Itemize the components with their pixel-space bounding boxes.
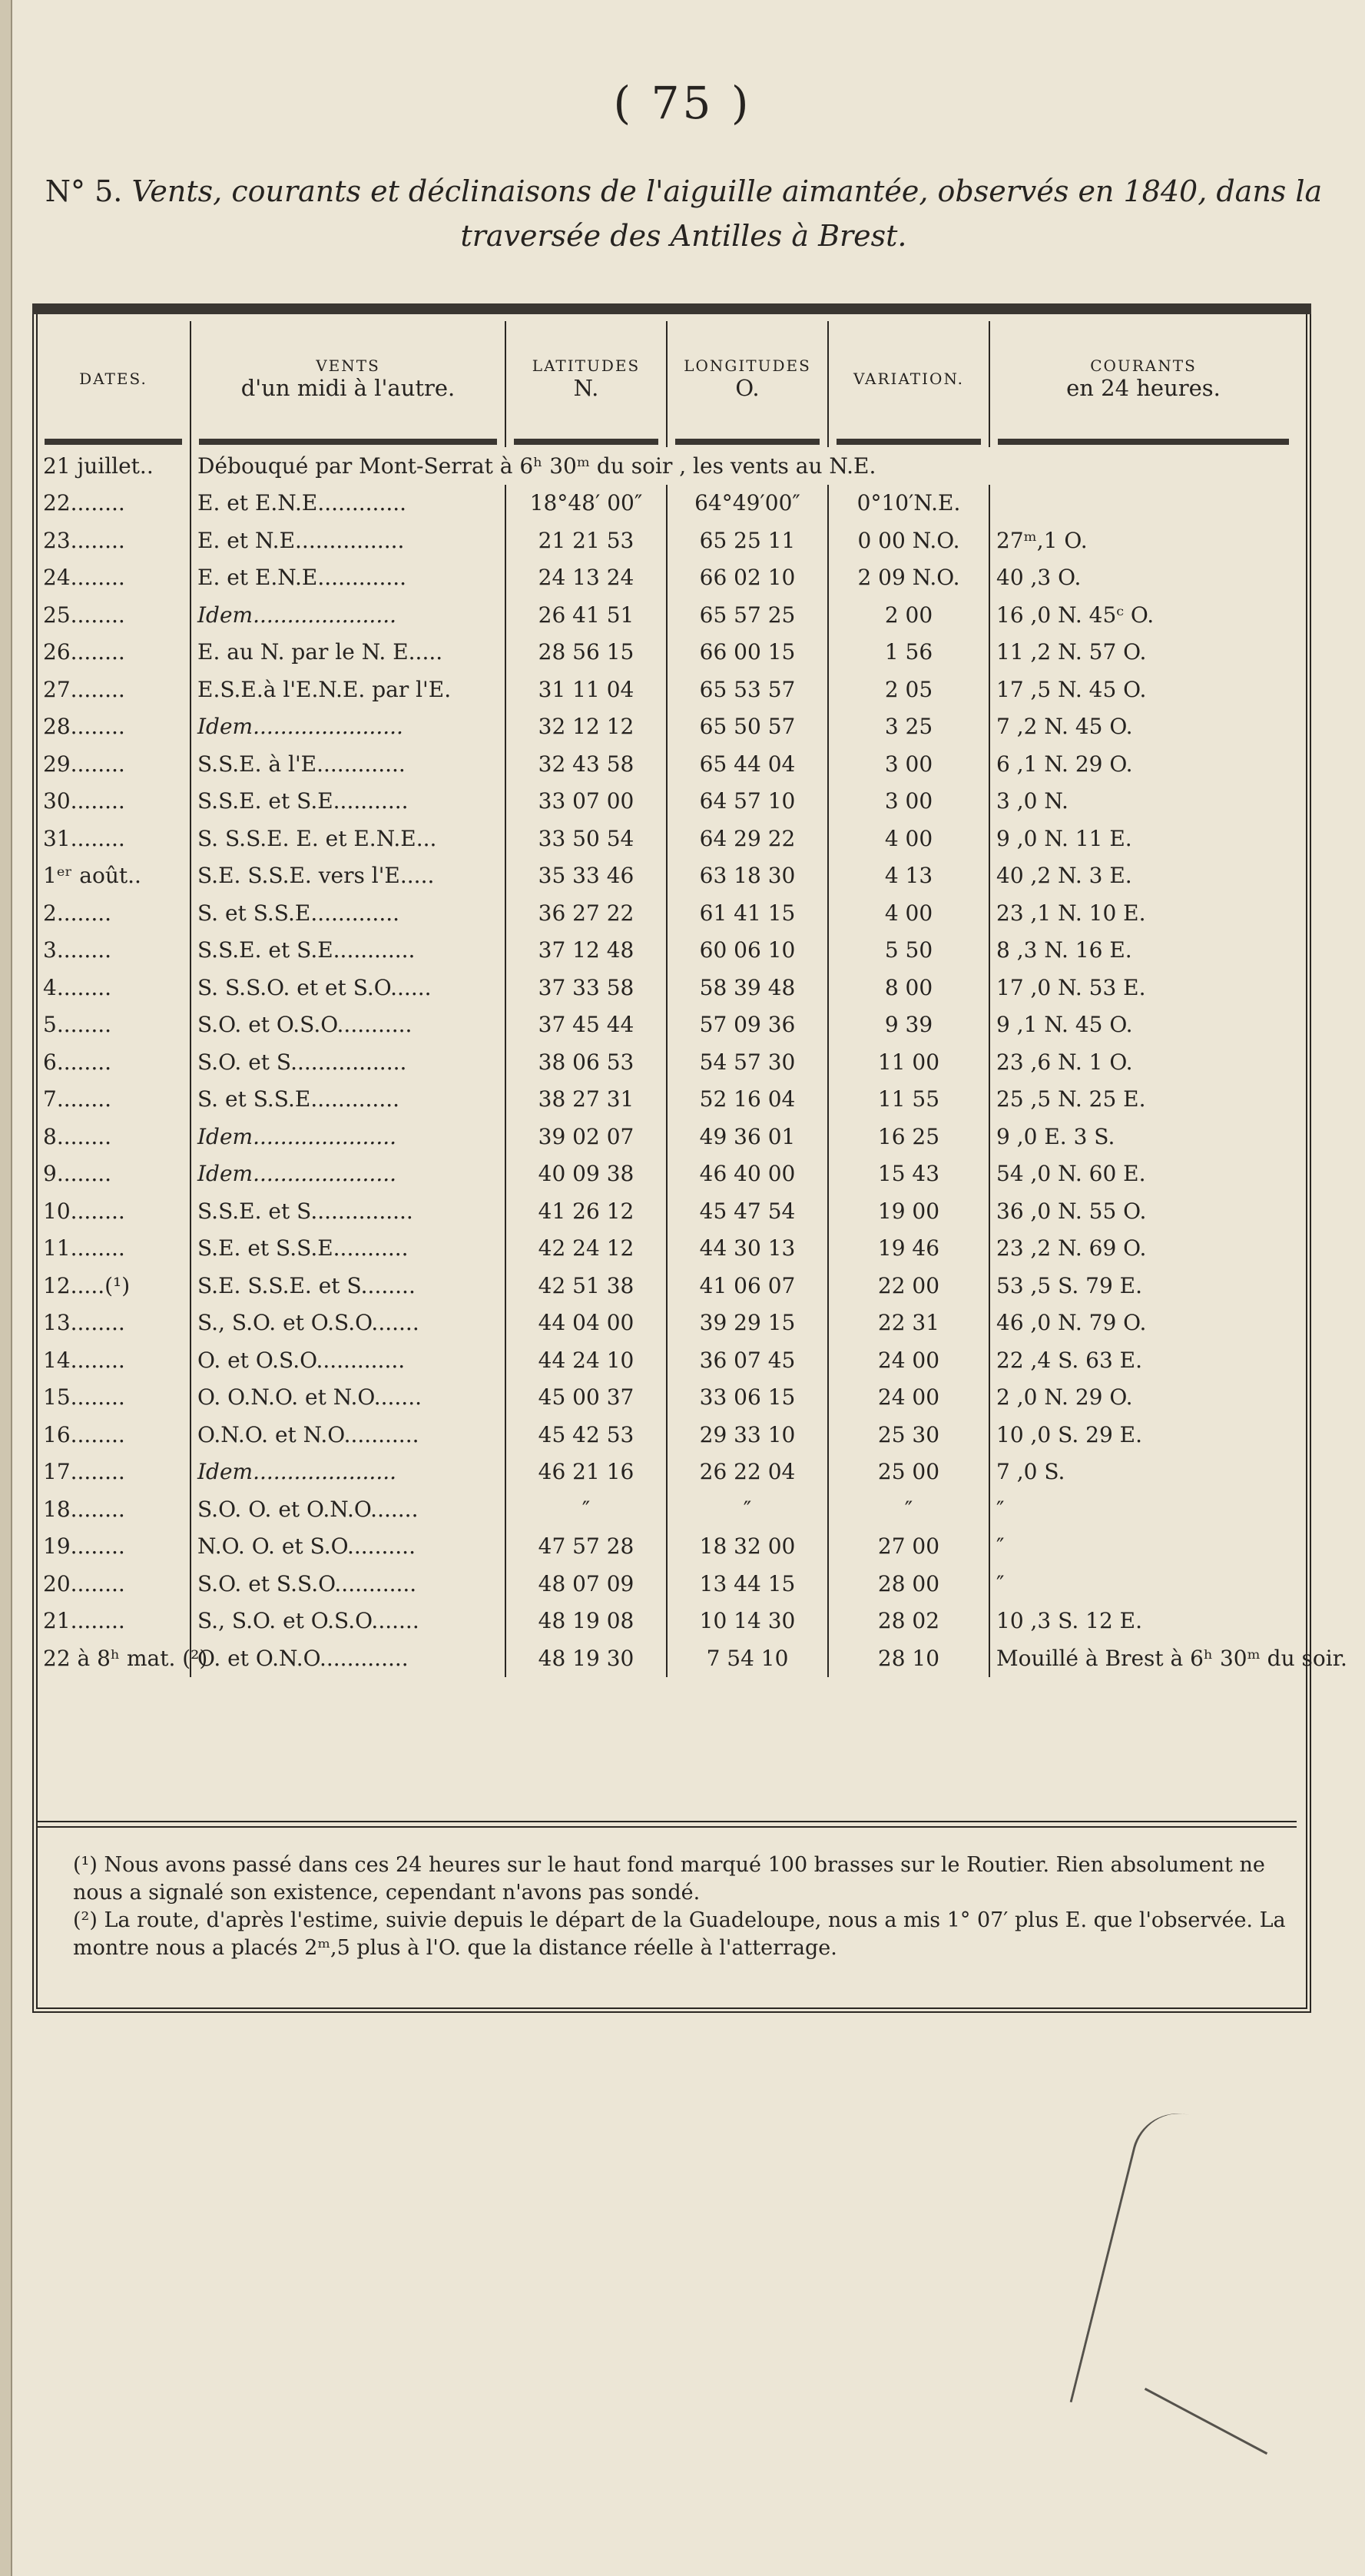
page-number: ( 75 )	[613, 77, 752, 129]
cell-courant: 23 ,6 N. 1 O.	[989, 1043, 1297, 1081]
cell-longitude: 29 33 10	[667, 1416, 828, 1454]
cell-date: 11........	[43, 1235, 125, 1261]
cell-longitude: 66 02 10	[667, 559, 828, 597]
cell-latitude: 45 00 37	[505, 1379, 667, 1417]
cell-longitude: 65 25 11	[667, 522, 828, 559]
cell-latitude: 48 19 08	[505, 1603, 667, 1640]
table-row	[37, 1416, 1297, 1454]
cell-date: 17........	[43, 1459, 125, 1485]
cell-longitude: 18 32 00	[667, 1528, 828, 1566]
cell-longitude: 65 53 57	[667, 671, 828, 708]
cell-date: 30........	[43, 788, 125, 814]
cell-longitude: 44 30 13	[667, 1230, 828, 1268]
cell-latitude: ″	[505, 1490, 667, 1528]
cell-latitude: 26 41 51	[505, 596, 667, 634]
cell-latitude: 39 02 07	[505, 1118, 667, 1155]
cell-latitude: 46 21 16	[505, 1454, 667, 1491]
pencil-mark	[1070, 2104, 1191, 2413]
table-row	[37, 1490, 1297, 1528]
cell-courant: 22 ,4 S. 63 E.	[989, 1341, 1297, 1379]
cell-variation: 22 00	[828, 1267, 989, 1305]
table-row	[37, 1305, 1297, 1342]
cell-vents: Idem.....................	[191, 1118, 505, 1155]
cell-variation: 11 55	[828, 1081, 989, 1119]
cell-date: 21 juillet..	[43, 453, 154, 479]
cell-longitude: 41 06 07	[667, 1267, 828, 1305]
cell-vents: S., S.O. et O.S.O.......	[191, 1603, 505, 1640]
header-latitudes: LATITUDES N.	[505, 321, 667, 436]
cell-date: 10........	[43, 1198, 125, 1224]
cell-vents: S., S.O. et O.S.O.......	[191, 1305, 505, 1342]
cell-latitude: 45 42 53	[505, 1416, 667, 1454]
cell-vents: E. et E.N.E.............	[191, 559, 505, 597]
table-row	[37, 1267, 1297, 1305]
cell-variation: 28 00	[828, 1565, 989, 1603]
cell-variation: 28 02	[828, 1603, 989, 1640]
header-row	[37, 321, 1297, 436]
cell-date: 21........	[43, 1608, 125, 1634]
cell-variation: 16 25	[828, 1118, 989, 1155]
cell-courant: 36 ,0 N. 55 O.	[989, 1192, 1297, 1230]
cell-longitude: 64°49′00″	[667, 485, 828, 522]
footnote-2: (²) La route, d'après l'estime, suivie depuis le départ de la Guadeloupe, nous a mis 1° 07′ plus E. que l'observée. La montre nous a placés 2ᵐ,5 plus à l'O. que la distance réelle à l'atterrage.	[73, 1908, 1286, 1960]
cell-courant: 9 ,0 E. 3 S.	[989, 1118, 1297, 1155]
page-title	[31, 169, 1337, 258]
cell-date: 14........	[43, 1347, 125, 1373]
cell-variation: 3 00	[828, 745, 989, 783]
table-row	[37, 1639, 1297, 1677]
cell-latitude: 28 56 15	[505, 634, 667, 671]
cell-date: 9........	[43, 1161, 112, 1187]
cell-latitude: 37 45 44	[505, 1006, 667, 1044]
cell-vents: S.E. S.S.E. vers l'E.....	[191, 857, 505, 895]
cell-variation: 3 25	[828, 708, 989, 746]
table-row	[37, 634, 1297, 671]
table-row	[37, 1379, 1297, 1417]
cell-latitude: 33 07 00	[505, 783, 667, 821]
header-longitudes: LONGITUDES O.	[667, 321, 828, 436]
cell-courant: 7 ,0 S.	[989, 1454, 1297, 1491]
cell-date: 7........	[43, 1086, 112, 1112]
cell-longitude: ″	[667, 1490, 828, 1528]
cell-vents: S.S.E. à l'E.............	[191, 745, 505, 783]
cell-variation: 11 00	[828, 1043, 989, 1081]
cell-date: 4........	[43, 974, 112, 1000]
cell-date: 26........	[43, 639, 125, 665]
table-row	[37, 559, 1297, 597]
table-bottom-rule	[37, 1821, 1297, 1828]
cell-longitude: 65 44 04	[667, 745, 828, 783]
cell-date: 1ᵉʳ août..	[43, 863, 141, 889]
cell-courant: 40 ,3 O.	[989, 559, 1297, 597]
table-row	[37, 1565, 1297, 1603]
table-row	[37, 932, 1297, 970]
cell-date: 27........	[43, 676, 125, 702]
cell-longitude: 49 36 01	[667, 1118, 828, 1155]
cell-variation: ″	[828, 1490, 989, 1528]
cell-courant: 23 ,2 N. 69 O.	[989, 1230, 1297, 1268]
cell-longitude: 7 54 10	[667, 1639, 828, 1677]
cell-latitude: 40 09 38	[505, 1155, 667, 1193]
cell-latitude: 33 50 54	[505, 820, 667, 857]
cell-latitude: 42 24 12	[505, 1230, 667, 1268]
cell-latitude: 36 27 22	[505, 894, 667, 932]
cell-variation: 22 31	[828, 1305, 989, 1342]
table-top-rule	[32, 303, 1311, 314]
cell-courant: Mouillé à Brest à 6ʰ 30ᵐ du soir.	[989, 1639, 1297, 1677]
table-row	[37, 1192, 1297, 1230]
cell-date: 24........	[43, 565, 125, 591]
cell-latitude: 32 12 12	[505, 708, 667, 746]
title-number: N° 5.	[45, 174, 123, 208]
cell-latitude: 47 57 28	[505, 1528, 667, 1566]
cell-latitude: 48 19 30	[505, 1639, 667, 1677]
cell-longitude: 61 41 15	[667, 894, 828, 932]
cell-vents: S.S.E. et S...............	[191, 1192, 505, 1230]
cell-date: 16........	[43, 1421, 125, 1447]
cell-vents: S.O. et O.S.O...........	[191, 1006, 505, 1044]
cell-latitude: 32 43 58	[505, 745, 667, 783]
cell-latitude: 31 11 04	[505, 671, 667, 708]
cell-date: 8........	[43, 1123, 112, 1149]
cell-vents: S.O. et S.................	[191, 1043, 505, 1081]
cell-variation: 4 00	[828, 820, 989, 857]
cell-latitude: 44 04 00	[505, 1305, 667, 1342]
table-row	[37, 1081, 1297, 1119]
cell-longitude: 57 09 36	[667, 1006, 828, 1044]
cell-debouque-note: Débouqué par Mont-Serrat à 6ʰ 30ᵐ du soir , les vents au N.E.	[191, 447, 1297, 485]
cell-latitude: 41 26 12	[505, 1192, 667, 1230]
cell-variation: 4 00	[828, 894, 989, 932]
title-text: Vents, courants et déclinaisons de l'aiguille aimantée, observés en 1840, dans la traversée des Antilles à Brest.	[131, 174, 1323, 253]
cell-longitude: 13 44 15	[667, 1565, 828, 1603]
cell-vents: Idem.....................	[191, 1155, 505, 1193]
header-variation: VARIATION.	[828, 321, 989, 436]
cell-longitude: 26 22 04	[667, 1454, 828, 1491]
cell-vents: S.E. S.S.E. et S........	[191, 1267, 505, 1305]
header-vents: VENTS d'un midi à l'autre.	[191, 321, 505, 436]
cell-vents: Idem.....................	[191, 596, 505, 634]
table-row	[37, 969, 1297, 1006]
cell-courant: 17 ,0 N. 53 E.	[989, 969, 1297, 1006]
cell-latitude: 18°48′ 00″	[505, 485, 667, 522]
cell-longitude: 66 00 15	[667, 634, 828, 671]
cell-variation: 1 56	[828, 634, 989, 671]
cell-courant	[989, 485, 1297, 522]
cell-date: 20........	[43, 1570, 125, 1596]
cell-longitude: 46 40 00	[667, 1155, 828, 1193]
cell-date: 29........	[43, 751, 125, 777]
cell-date: 28........	[43, 714, 125, 740]
cell-courant: 10 ,3 S. 12 E.	[989, 1603, 1297, 1640]
cell-courant: 7 ,2 N. 45 O.	[989, 708, 1297, 746]
footnotes	[73, 1852, 1302, 1962]
table-row	[37, 671, 1297, 708]
cell-date: 2........	[43, 900, 112, 926]
cell-courant: 40 ,2 N. 3 E.	[989, 857, 1297, 895]
cell-variation: 9 39	[828, 1006, 989, 1044]
cell-latitude: 35 33 46	[505, 857, 667, 895]
cell-date: 13........	[43, 1310, 125, 1336]
cell-variation: 2 05	[828, 671, 989, 708]
cell-courant: 54 ,0 N. 60 E.	[989, 1155, 1297, 1193]
table-row	[37, 1006, 1297, 1044]
cell-longitude: 60 06 10	[667, 932, 828, 970]
cell-courant: 3 ,0 N.	[989, 783, 1297, 821]
cell-date: 22........	[43, 490, 125, 516]
cell-vents: S.S.E. et S.E...........	[191, 783, 505, 821]
cell-variation: 24 00	[828, 1379, 989, 1417]
cell-courant: 9 ,0 N. 11 E.	[989, 820, 1297, 857]
cell-date: 15........	[43, 1384, 125, 1411]
cell-variation: 25 30	[828, 1416, 989, 1454]
cell-latitude: 48 07 09	[505, 1565, 667, 1603]
cell-longitude: 65 57 25	[667, 596, 828, 634]
cell-vents: O.N.O. et N.O...........	[191, 1416, 505, 1454]
table-row	[37, 596, 1297, 634]
cell-latitude: 44 24 10	[505, 1341, 667, 1379]
cell-variation: 8 00	[828, 969, 989, 1006]
table-row-first	[37, 447, 1297, 485]
cell-longitude: 58 39 48	[667, 969, 828, 1006]
table-row	[37, 745, 1297, 783]
cell-longitude: 36 07 45	[667, 1341, 828, 1379]
cell-latitude: 24 13 24	[505, 559, 667, 597]
cell-courant: ″	[989, 1490, 1297, 1528]
cell-variation: 19 46	[828, 1230, 989, 1268]
cell-date: 23........	[43, 527, 125, 553]
cell-longitude: 64 57 10	[667, 783, 828, 821]
table-row	[37, 485, 1297, 522]
cell-vents: S.S.E. et S.E............	[191, 932, 505, 970]
cell-courant: 10 ,0 S. 29 E.	[989, 1416, 1297, 1454]
cell-vents: E. et N.E................	[191, 522, 505, 559]
cell-date: 18........	[43, 1496, 125, 1522]
footnote-1: (¹) Nous avons passé dans ces 24 heures sur le haut fond marqué 100 brasses sur le Routier. Rien absolument ne nous a signalé son existence, cependant n'avons pas sondé.	[73, 1853, 1265, 1905]
cell-latitude: 21 21 53	[505, 522, 667, 559]
cell-courant: ″	[989, 1528, 1297, 1566]
cell-courant: 11 ,2 N. 57 O.	[989, 634, 1297, 671]
table-row	[37, 1230, 1297, 1268]
cell-variation: 0°10′N.E.	[828, 485, 989, 522]
cell-vents: O. et O.N.O.............	[191, 1639, 505, 1677]
cell-latitude: 38 27 31	[505, 1081, 667, 1119]
table-row	[37, 1454, 1297, 1491]
book-spine-edge	[0, 0, 12, 2576]
cell-date: 12.....(¹)	[43, 1272, 131, 1298]
cell-vents: N.O. O. et S.O..........	[191, 1528, 505, 1566]
cell-courant: ″	[989, 1565, 1297, 1603]
pencil-stroke	[1145, 2388, 1267, 2455]
cell-variation: 19 00	[828, 1192, 989, 1230]
cell-courant: 2 ,0 N. 29 O.	[989, 1379, 1297, 1417]
cell-longitude: 52 16 04	[667, 1081, 828, 1119]
cell-longitude: 45 47 54	[667, 1192, 828, 1230]
cell-longitude: 33 06 15	[667, 1379, 828, 1417]
header-dates: DATES.	[79, 370, 147, 388]
cell-vents: S. et S.S.E.............	[191, 894, 505, 932]
table-row	[37, 857, 1297, 895]
cell-date: 5........	[43, 1012, 112, 1038]
cell-variation: 0 00 N.O.	[828, 522, 989, 559]
table-row	[37, 1118, 1297, 1155]
cell-vents: S.O. O. et O.N.O.......	[191, 1490, 505, 1528]
cell-latitude: 37 12 48	[505, 932, 667, 970]
cell-latitude: 37 33 58	[505, 969, 667, 1006]
cell-vents: O. O.N.O. et N.O.......	[191, 1379, 505, 1417]
table-row	[37, 522, 1297, 559]
cell-variation: 27 00	[828, 1528, 989, 1566]
cell-vents: Idem.....................	[191, 1454, 505, 1491]
cell-variation: 28 10	[828, 1639, 989, 1677]
cell-vents: E. au N. par le N. E.....	[191, 634, 505, 671]
table-row	[37, 783, 1297, 821]
cell-variation: 5 50	[828, 932, 989, 970]
cell-courant: 16 ,0 N. 45ᶜ O.	[989, 596, 1297, 634]
cell-courant: 17 ,5 N. 45 O.	[989, 671, 1297, 708]
table-row	[37, 820, 1297, 857]
cell-vents: S.O. et S.S.O............	[191, 1565, 505, 1603]
cell-courant: 46 ,0 N. 79 O.	[989, 1305, 1297, 1342]
cell-variation: 4 13	[828, 857, 989, 895]
table-row	[37, 1528, 1297, 1566]
cell-vents: O. et O.S.O.............	[191, 1341, 505, 1379]
cell-courant: 53 ,5 S. 79 E.	[989, 1267, 1297, 1305]
cell-vents: E.S.E.à l'E.N.E. par l'E.	[191, 671, 505, 708]
cell-variation: 3 00	[828, 783, 989, 821]
cell-variation: 25 00	[828, 1454, 989, 1491]
table-row	[37, 894, 1297, 932]
cell-variation: 2 09 N.O.	[828, 559, 989, 597]
cell-latitude: 38 06 53	[505, 1043, 667, 1081]
table-row	[37, 1155, 1297, 1193]
cell-variation: 15 43	[828, 1155, 989, 1193]
table-row	[37, 1341, 1297, 1379]
header-courants: COURANTS en 24 heures.	[989, 321, 1297, 436]
table-row	[37, 1043, 1297, 1081]
cell-courant: 8 ,3 N. 16 E.	[989, 932, 1297, 970]
table-row	[37, 1603, 1297, 1640]
cell-date: 6........	[43, 1049, 112, 1075]
cell-date: 3........	[43, 937, 112, 963]
cell-variation: 24 00	[828, 1341, 989, 1379]
cell-vents: S. et S.S.E.............	[191, 1081, 505, 1119]
cell-vents: Idem......................	[191, 708, 505, 746]
cell-date: 19........	[43, 1533, 125, 1560]
cell-vents: S.E. et S.S.E...........	[191, 1230, 505, 1268]
cell-variation: 2 00	[828, 596, 989, 634]
cell-longitude: 54 57 30	[667, 1043, 828, 1081]
cell-longitude: 39 29 15	[667, 1305, 828, 1342]
table-body	[37, 447, 1347, 1677]
header-rule-row	[37, 436, 1297, 447]
cell-latitude: 42 51 38	[505, 1267, 667, 1305]
cell-longitude: 63 18 30	[667, 857, 828, 895]
cell-date: 31........	[43, 825, 125, 851]
cell-date: 22 à 8ʰ mat. (²)	[43, 1645, 208, 1671]
cell-courant: 6 ,1 N. 29 O.	[989, 745, 1297, 783]
cell-courant: 9 ,1 N. 45 O.	[989, 1006, 1297, 1044]
cell-vents: S. S.S.O. et et S.O......	[191, 969, 505, 1006]
cell-courant: 27ᵐ,1 O.	[989, 522, 1297, 559]
cell-courant: 25 ,5 N. 25 E.	[989, 1081, 1297, 1119]
cell-longitude: 64 29 22	[667, 820, 828, 857]
table-row	[37, 708, 1297, 746]
cell-vents: S. S.S.E. E. et E.N.E...	[191, 820, 505, 857]
cell-longitude: 65 50 57	[667, 708, 828, 746]
cell-date: 25........	[43, 602, 125, 628]
cell-vents: E. et E.N.E.............	[191, 485, 505, 522]
observations-table	[37, 321, 1347, 1677]
cell-longitude: 10 14 30	[667, 1603, 828, 1640]
cell-courant: 23 ,1 N. 10 E.	[989, 894, 1297, 932]
